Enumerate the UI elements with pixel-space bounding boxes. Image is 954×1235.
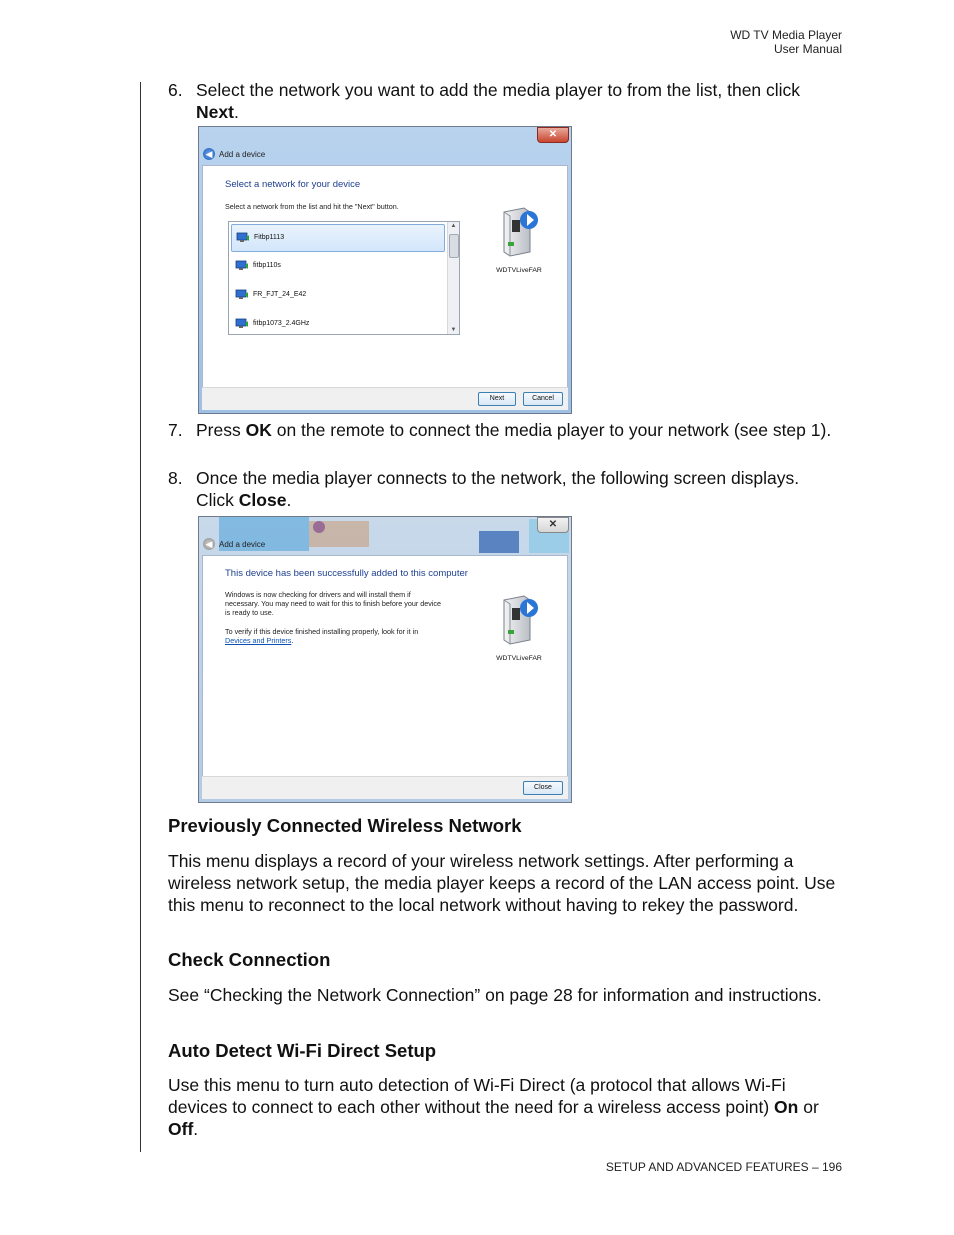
step-number: 7. <box>168 420 183 440</box>
wireless-network-icon <box>235 260 249 271</box>
section-body: This menu displays a record of your wireless network settings. After performing a wireless network setup, the media player keeps a record of the LAN access point. Use this menu to reconnect to the local network without having to rekey the password. <box>168 851 836 915</box>
add-device-dialog-success <box>198 516 572 803</box>
section-body-text: Use this menu to turn auto detection of Wi-Fi Direct (a protocol that allows Wi-Fi devices to connect to each other without the need for a wireless access point) <box>168 1075 786 1117</box>
step-7 <box>168 419 838 441</box>
cancel-button[interactable]: Cancel <box>523 392 563 406</box>
dialog-title: Add a device <box>219 539 266 549</box>
verify-text <box>225 627 418 645</box>
verify-line-end: . <box>291 636 294 645</box>
close-button[interactable]: Close <box>523 781 563 795</box>
device-name: WDTVLiveFAR <box>496 267 542 274</box>
step-text: Press <box>196 420 246 440</box>
step-text-end: . <box>233 102 239 122</box>
off-label: Off <box>168 1119 194 1139</box>
step-bold: Close <box>238 490 287 510</box>
dialog-nav <box>203 147 265 161</box>
step-text: Once the media player connects to the network, the following screen displays. Click <box>196 468 800 510</box>
devices-and-printers-link[interactable]: Devices and Printers <box>225 636 292 645</box>
network-name: fitbp110s <box>253 262 281 269</box>
dialog-title: Add a device <box>219 149 266 159</box>
section-heading: Previously Connected Wireless Network <box>168 815 522 836</box>
back-arrow-icon[interactable]: ◀ <box>203 148 215 160</box>
header-subtitle: User Manual <box>773 42 842 56</box>
dialog-footer <box>202 387 568 410</box>
step-text: Select the network you want to add the media player to from the list, then click <box>196 80 801 100</box>
dialog-titlebar <box>199 517 571 537</box>
media-player-device-icon <box>494 202 544 260</box>
scroll-down-icon[interactable]: ▼ <box>450 327 457 333</box>
margin-rule <box>140 82 141 1152</box>
step-number: 8. <box>168 468 183 488</box>
network-list-item[interactable] <box>231 282 443 308</box>
scroll-up-icon[interactable]: ▲ <box>450 223 457 229</box>
dialog-titlebar <box>199 127 571 147</box>
verify-line: To verify if this device finished installing properly, look for it in <box>225 627 419 636</box>
close-icon[interactable]: ✕ <box>537 127 569 143</box>
dialog-body <box>202 555 568 782</box>
section-body: See “Checking the Network Connection” on page 28 for information and instructions. <box>168 985 822 1005</box>
on-label: On <box>774 1097 799 1117</box>
media-player-device-icon <box>494 590 544 648</box>
network-name: fitbp1073_2.4GHz <box>253 320 310 327</box>
network-name: FR_FJT_24_E42 <box>253 291 307 298</box>
wireless-network-icon <box>236 232 250 243</box>
network-list[interactable] <box>228 221 460 335</box>
next-button[interactable]: Next <box>478 392 516 406</box>
dialog-heading: Select a network for your device <box>225 179 361 190</box>
step-number: 6. <box>168 80 183 100</box>
step-text-end: on the remote to connect the media player to your network (see step 1). <box>271 420 832 440</box>
driver-check-line: necessary. You may need to wait for this to finish before your device <box>225 599 442 608</box>
dialog-body <box>202 165 568 393</box>
step-8 <box>168 467 838 511</box>
driver-check-line: is ready to use. <box>225 608 274 617</box>
step-6 <box>168 79 838 123</box>
page-header <box>730 28 842 56</box>
wireless-network-icon <box>235 289 249 300</box>
step-bold: OK <box>245 420 272 440</box>
device-tile <box>489 590 549 662</box>
list-scrollbar[interactable] <box>447 222 459 334</box>
section-body-text: . <box>193 1119 199 1139</box>
page-footer: SETUP AND ADVANCED FEATURES – 196 <box>605 1160 842 1174</box>
section-body-text: or <box>798 1097 819 1117</box>
scroll-thumb[interactable] <box>449 234 459 258</box>
wireless-network-icon <box>235 318 249 329</box>
step-bold: Next <box>196 102 234 122</box>
section-heading: Auto Detect Wi-Fi Direct Setup <box>168 1040 437 1061</box>
network-list-item[interactable] <box>231 224 445 252</box>
header-title: WD TV Media Player <box>730 28 842 42</box>
close-icon[interactable]: ✕ <box>537 517 569 533</box>
dialog-instruction: Select a network from the list and hit the "Next" button. <box>225 202 399 211</box>
driver-check-text <box>225 590 441 617</box>
step-text-end: . <box>286 490 292 510</box>
driver-check-line: Windows is now checking for drivers and will install them if <box>225 590 411 599</box>
network-name: Fitbp1113 <box>254 234 285 241</box>
device-name: WDTVLiveFAR <box>496 655 542 662</box>
back-arrow-icon[interactable]: ◀ <box>203 538 215 550</box>
network-list-item[interactable] <box>231 311 443 333</box>
dialog-footer <box>202 776 568 799</box>
device-tile <box>489 202 549 274</box>
section-body <box>168 1074 838 1140</box>
network-list-item[interactable] <box>231 253 443 279</box>
dialog-heading: This device has been successfully added to this computer <box>225 568 468 579</box>
dialog-nav <box>203 537 265 551</box>
add-device-dialog-select-network <box>198 126 572 414</box>
section-heading: Check Connection <box>168 949 331 970</box>
